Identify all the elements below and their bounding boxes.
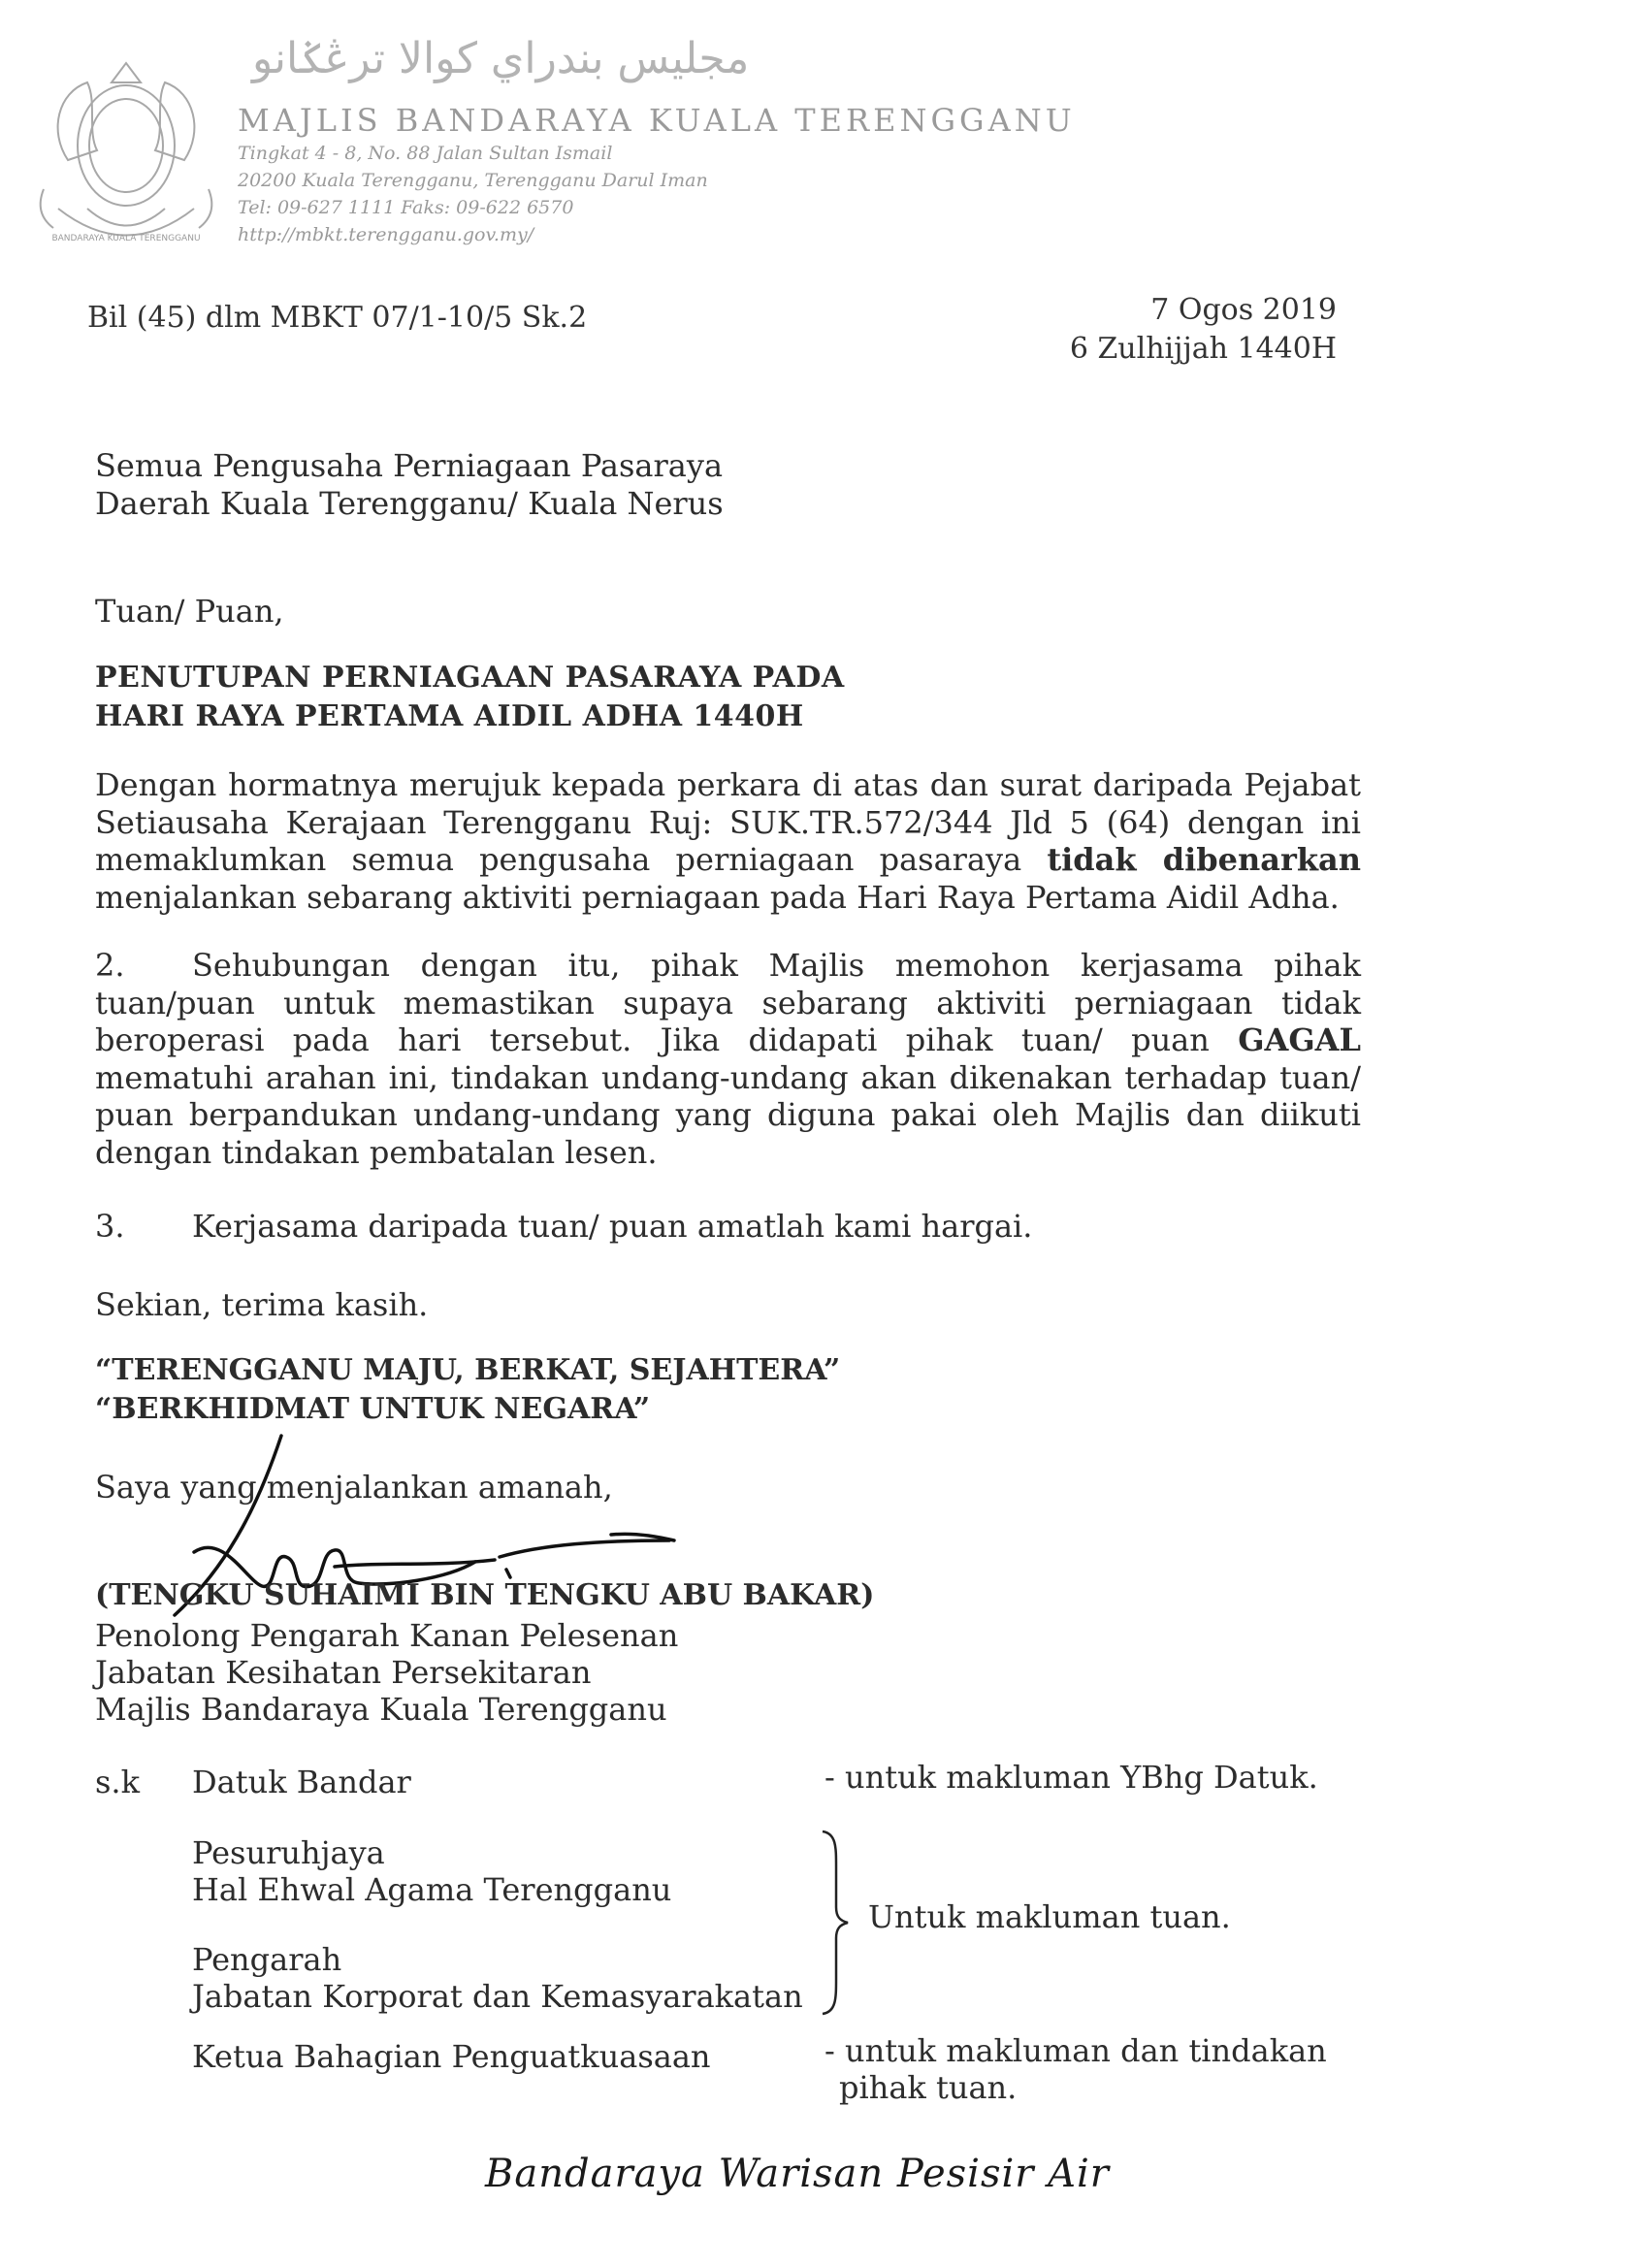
footer-slogan: Bandaraya Warisan Pesisir Air xyxy=(485,2152,1110,2196)
cc-group-brace xyxy=(815,1828,854,2018)
cc-item-4-note-line-2: pihak tuan. xyxy=(839,2069,1018,2106)
date-gregorian: 7 Ogos 2019 xyxy=(1150,293,1337,327)
paragraph-2-emphasis: GAGAL xyxy=(1238,1021,1361,1058)
cc-item-3-line-2: Jabatan Korporat dan Kemasyarakatan xyxy=(192,1978,803,2015)
cc-item-2-line-1: Pesuruhjaya xyxy=(192,1834,385,1871)
signer-role-1: Penolong Pengarah Kanan Pelesenan xyxy=(95,1617,679,1654)
signer-role-2: Jabatan Kesihatan Persekitaran xyxy=(95,1654,592,1691)
paragraph-1 xyxy=(95,766,1361,916)
motto-2: “BERKHIDMAT UNTUK NEGARA” xyxy=(95,1392,651,1426)
paragraph-2-number: 2. xyxy=(95,947,125,984)
cc-group-note: Untuk makluman tuan. xyxy=(868,1898,1231,1935)
motto-1: “TERENGGANU MAJU, BERKAT, SEJAHTERA” xyxy=(95,1353,841,1387)
crest-text: BANDARAYA KUALA TERENGGANU xyxy=(51,234,201,243)
paragraph-1-emphasis: tidak dibenarkan xyxy=(1047,841,1362,878)
cc-item-4-note-line-1: - untuk makluman dan tindakan xyxy=(824,2032,1327,2069)
council-name: MAJLIS BANDARAYA KUALA TERENGGANU xyxy=(238,102,1076,139)
address-line-1: Tingkat 4 - 8, No. 88 Jalan Sultan Ismail xyxy=(238,143,613,164)
subject-line-2: HARI RAYA PERTAMA AIDIL ADHA 1440H xyxy=(95,699,804,733)
paragraph-1-text-a: Dengan hormatnya merujuk kepada perkara di atas dan surat daripada Pejabat Setiausaha Kerajaan Terengganu Ruj: SUK.TR.572/344 Jld 5 (64) dengan ini memaklumkan semua pengusaha perniagaan pasaraya xyxy=(95,766,1361,878)
reference-number: Bil (45) dlm MBKT 07/1-10/5 Sk.2 xyxy=(87,301,588,335)
address-line-2: 20200 Kuala Terengganu, Terengganu Darul Iman xyxy=(238,170,708,191)
cc-item-2-line-2: Hal Ehwal Agama Terengganu xyxy=(192,1871,672,1908)
paragraph-3 xyxy=(95,1208,1361,1246)
recipient-line-1: Semua Pengusaha Perniagaan Pasaraya xyxy=(95,447,724,484)
arabic-council-name: مجليس بندراي كوالا ترڠݢانو xyxy=(252,34,750,83)
recipient-line-2: Daerah Kuala Terengganu/ Kuala Nerus xyxy=(95,485,724,522)
signer-name: (TENGKU SUHAIMI BIN TENGKU ABU BAKAR) xyxy=(95,1578,875,1612)
paragraph-2-text-a: Sehubungan dengan itu, pihak Majlis memohon kerjasama pihak tuan/puan untuk memastikan supaya sebarang aktiviti perniagaan tidak beroperasi pada hari tersebut. Jika didapati pihak tuan/ puan xyxy=(95,947,1361,1058)
salutation: Tuan/ Puan, xyxy=(95,593,284,630)
cc-item-3-line-1: Pengarah xyxy=(192,1941,342,1978)
letterhead xyxy=(19,34,1076,267)
paragraph-3-text: Kerjasama daripada tuan/ puan amatlah kami hargai. xyxy=(192,1208,1033,1245)
paragraph-3-number: 3. xyxy=(95,1208,125,1245)
paragraph-2-text-b: mematuhi arahan ini, tindakan undang-undang akan dikenakan terhadap tuan/ puan berpandukan undang-undang yang diguna pakai oleh Majlis dan diikuti dengan tindakan pembatalan lesen. xyxy=(95,1058,1361,1171)
subject-line-1: PENUTUPAN PERNIAGAAN PASARAYA PADA xyxy=(95,661,845,695)
date-hijri: 6 Zulhijjah 1440H xyxy=(1069,332,1337,366)
cc-item-1-name: Datuk Bandar xyxy=(192,1764,411,1800)
paragraph-1-text-b: menjalankan sebarang aktiviti perniagaan pada Hari Raya Pertama Aidil Adha. xyxy=(95,878,1340,916)
trust-line: Saya yang menjalankan amanah, xyxy=(95,1469,613,1506)
council-crest-logo xyxy=(29,44,223,257)
cc-label: s.k xyxy=(95,1764,140,1800)
paragraph-2 xyxy=(95,947,1361,1171)
website: http://mbkt.terengganu.gov.my/ xyxy=(238,224,534,245)
closing: Sekian, terima kasih. xyxy=(95,1286,429,1323)
cc-item-4-name: Ketua Bahagian Penguatkuasaan xyxy=(192,2038,711,2075)
signer-role-3: Majlis Bandaraya Kuala Terengganu xyxy=(95,1691,667,1728)
phone-fax: Tel: 09-627 1111 Faks: 09-622 6570 xyxy=(238,197,574,218)
cc-item-1-note: - untuk makluman YBhg Datuk. xyxy=(824,1759,1318,1796)
